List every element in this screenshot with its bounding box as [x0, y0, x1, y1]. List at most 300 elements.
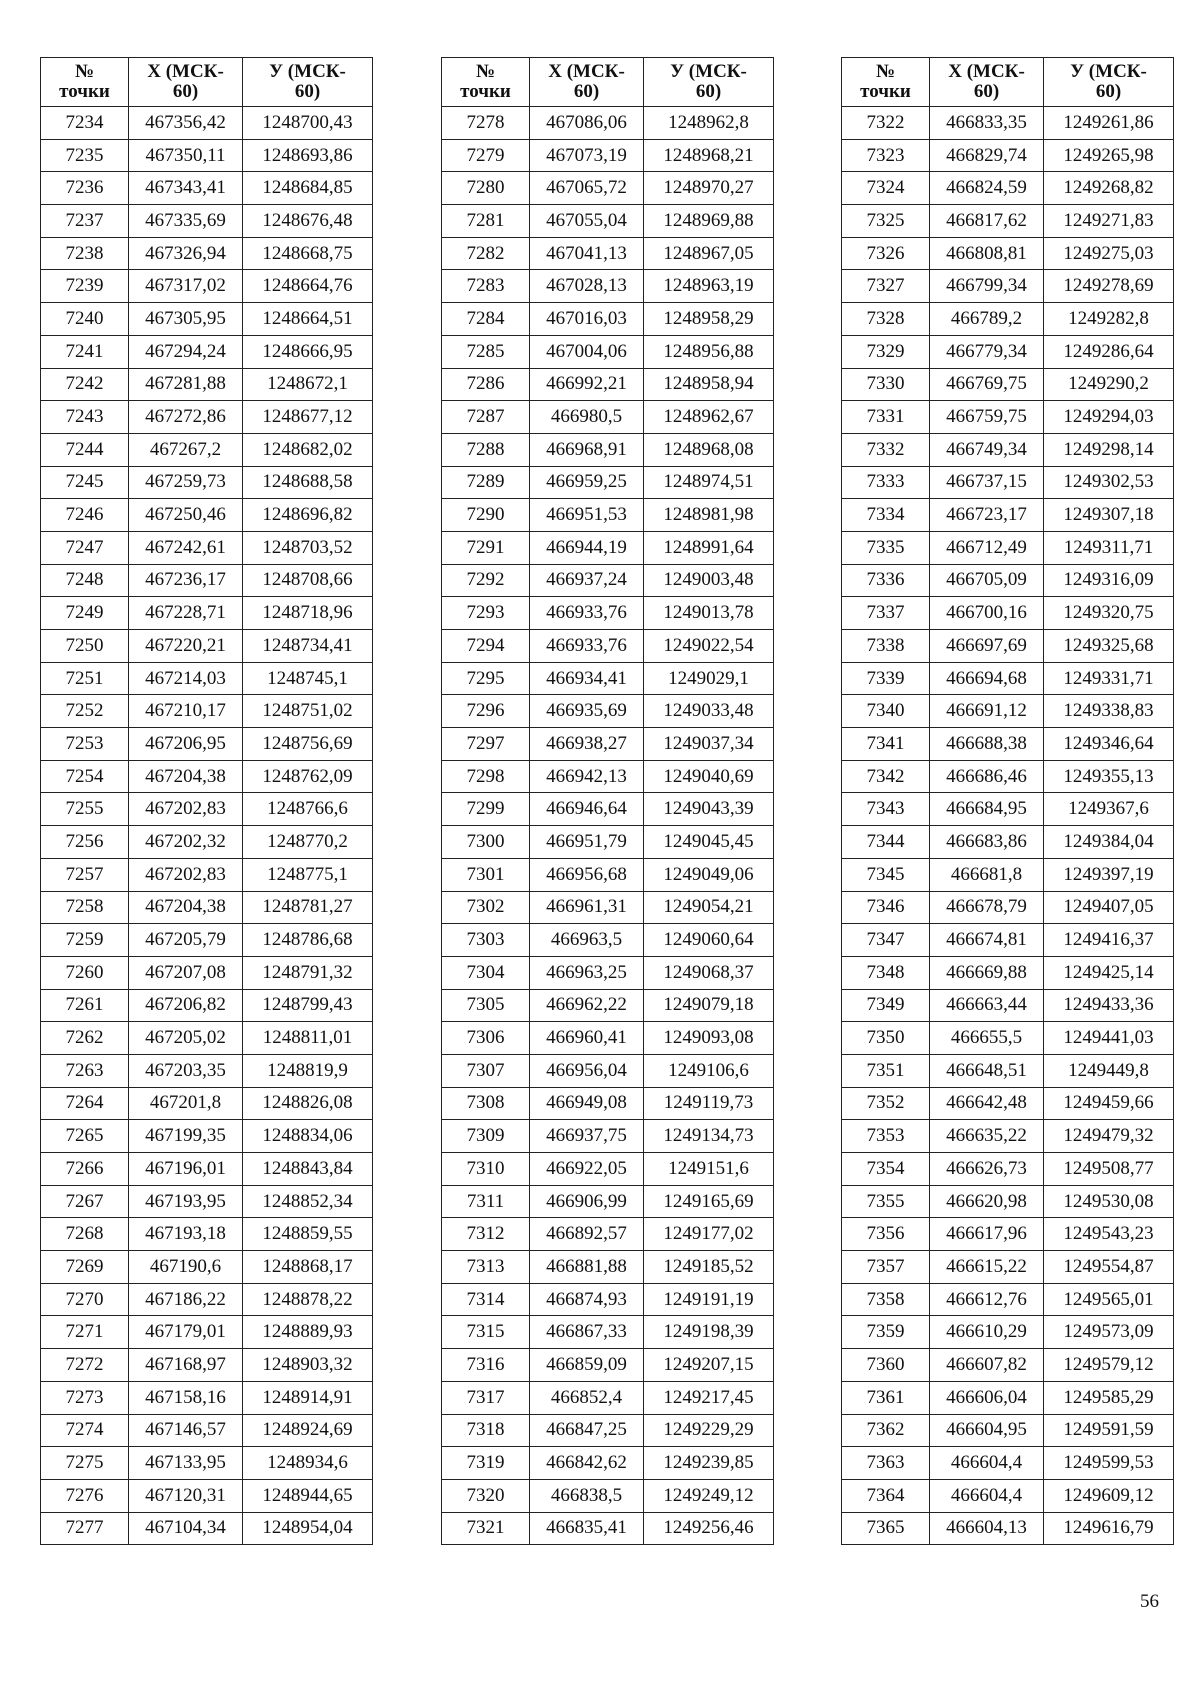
table-row [442, 531, 774, 564]
table-row [842, 139, 1174, 172]
table-row [41, 270, 373, 303]
table-row [41, 1087, 373, 1120]
x-coordinate-cell: 466799,34 [930, 270, 1044, 303]
x-coordinate-cell: 466852,4 [530, 1381, 644, 1414]
x-coordinate-cell: 466944,19 [530, 531, 644, 564]
point-number-cell: 7304 [442, 956, 530, 989]
x-coordinate-cell: 466937,24 [530, 564, 644, 597]
table-row [41, 531, 373, 564]
table-row [442, 1349, 774, 1382]
table-row [41, 237, 373, 270]
y-coordinate-cell: 1248734,41 [243, 630, 373, 663]
point-number-cell: 7341 [842, 728, 930, 761]
table-row [442, 695, 774, 728]
point-number-cell: 7319 [442, 1447, 530, 1480]
x-coordinate-cell: 466620,98 [930, 1185, 1044, 1218]
x-coordinate-cell: 466874,93 [530, 1283, 644, 1316]
x-coordinate-cell: 467206,82 [129, 989, 243, 1022]
point-number-cell: 7291 [442, 531, 530, 564]
x-coordinate-cell: 466838,5 [530, 1479, 644, 1512]
x-coordinate-cell: 466937,75 [530, 1120, 644, 1153]
x-coordinate-cell: 466604,13 [930, 1512, 1044, 1545]
table-row [41, 368, 373, 401]
x-coordinate-cell: 466938,27 [530, 728, 644, 761]
header-x-coordinate-label: X (МСК- 60) [147, 61, 224, 102]
x-coordinate-cell: 466604,4 [930, 1447, 1044, 1480]
point-number-cell: 7239 [41, 270, 129, 303]
point-number-cell: 7360 [842, 1349, 930, 1382]
y-coordinate-cell: 1249022,54 [644, 630, 774, 663]
y-coordinate-cell: 1249479,32 [1044, 1120, 1174, 1153]
point-number-cell: 7263 [41, 1054, 129, 1087]
y-coordinate-cell: 1248852,34 [243, 1185, 373, 1218]
point-number-cell: 7338 [842, 630, 930, 663]
x-coordinate-cell: 467267,2 [129, 433, 243, 466]
x-coordinate-cell: 466933,76 [530, 597, 644, 630]
y-coordinate-cell: 1248756,69 [243, 728, 373, 761]
table-row [442, 368, 774, 401]
x-coordinate-cell: 467203,35 [129, 1054, 243, 1087]
table-row [41, 956, 373, 989]
table-row [41, 760, 373, 793]
point-number-cell: 7246 [41, 499, 129, 532]
table-row [842, 237, 1174, 270]
table-row [41, 466, 373, 499]
point-number-cell: 7277 [41, 1512, 129, 1545]
x-coordinate-cell: 466604,4 [930, 1479, 1044, 1512]
point-number-cell: 7257 [41, 858, 129, 891]
point-number-cell: 7250 [41, 630, 129, 663]
y-coordinate-cell: 1248766,6 [243, 793, 373, 826]
point-number-cell: 7315 [442, 1316, 530, 1349]
point-number-cell: 7261 [41, 989, 129, 1022]
x-coordinate-cell: 466626,73 [930, 1153, 1044, 1186]
table-row [41, 989, 373, 1022]
point-number-cell: 7268 [41, 1218, 129, 1251]
table-row [41, 1512, 373, 1545]
point-number-cell: 7271 [41, 1316, 129, 1349]
x-coordinate-cell: 466960,41 [530, 1022, 644, 1055]
point-number-cell: 7343 [842, 793, 930, 826]
y-coordinate-cell: 1248962,67 [644, 401, 774, 434]
table-row [842, 989, 1174, 1022]
x-coordinate-cell: 466674,81 [930, 924, 1044, 957]
y-coordinate-cell: 1249298,14 [1044, 433, 1174, 466]
x-coordinate-cell: 466606,04 [930, 1381, 1044, 1414]
y-coordinate-cell: 1248969,88 [644, 205, 774, 238]
point-number-cell: 7287 [442, 401, 530, 434]
x-coordinate-cell: 466749,34 [930, 433, 1044, 466]
point-number-cell: 7302 [442, 891, 530, 924]
table-body [442, 107, 774, 1545]
point-number-cell: 7254 [41, 760, 129, 793]
point-number-cell: 7245 [41, 466, 129, 499]
point-number-cell: 7323 [842, 139, 930, 172]
header-point-number [442, 58, 530, 107]
x-coordinate-cell: 467193,95 [129, 1185, 243, 1218]
table-row [842, 891, 1174, 924]
x-coordinate-cell: 467196,01 [129, 1153, 243, 1186]
point-number-cell: 7355 [842, 1185, 930, 1218]
y-coordinate-cell: 1248745,1 [243, 662, 373, 695]
y-coordinate-cell: 1249003,48 [644, 564, 774, 597]
y-coordinate-cell: 1248664,76 [243, 270, 373, 303]
x-coordinate-cell: 466723,17 [930, 499, 1044, 532]
header-point-number [842, 58, 930, 107]
y-coordinate-cell: 1249338,83 [1044, 695, 1174, 728]
x-coordinate-cell: 466951,53 [530, 499, 644, 532]
table-row [842, 1381, 1174, 1414]
x-coordinate-cell: 467016,03 [530, 303, 644, 336]
x-coordinate-cell: 466705,09 [930, 564, 1044, 597]
table-row [41, 205, 373, 238]
x-coordinate-cell: 467055,04 [530, 205, 644, 238]
y-coordinate-cell: 1248696,82 [243, 499, 373, 532]
table-row [842, 956, 1174, 989]
table-row [442, 466, 774, 499]
y-coordinate-cell: 1249265,98 [1044, 139, 1174, 172]
point-number-cell: 7243 [41, 401, 129, 434]
x-coordinate-cell: 467146,57 [129, 1414, 243, 1447]
table-row [842, 728, 1174, 761]
table-row [842, 466, 1174, 499]
x-coordinate-cell: 466607,82 [930, 1349, 1044, 1382]
x-coordinate-cell: 467202,83 [129, 793, 243, 826]
table-row [442, 401, 774, 434]
y-coordinate-cell: 1248868,17 [243, 1251, 373, 1284]
point-number-cell: 7270 [41, 1283, 129, 1316]
table-row [442, 172, 774, 205]
table-row [442, 1054, 774, 1087]
y-coordinate-cell: 1249239,85 [644, 1447, 774, 1480]
x-coordinate-cell: 466678,79 [930, 891, 1044, 924]
table-row [442, 1087, 774, 1120]
y-coordinate-cell: 1249591,59 [1044, 1414, 1174, 1447]
point-number-cell: 7326 [842, 237, 930, 270]
point-number-cell: 7311 [442, 1185, 530, 1218]
x-coordinate-cell: 466835,41 [530, 1512, 644, 1545]
x-coordinate-cell: 466694,68 [930, 662, 1044, 695]
x-coordinate-cell: 467204,38 [129, 891, 243, 924]
x-coordinate-cell: 466980,5 [530, 401, 644, 434]
table-row [41, 1153, 373, 1186]
y-coordinate-cell: 1249320,75 [1044, 597, 1174, 630]
table-row [842, 924, 1174, 957]
y-coordinate-cell: 1249367,6 [1044, 793, 1174, 826]
x-coordinate-cell: 467193,18 [129, 1218, 243, 1251]
x-coordinate-cell: 466949,08 [530, 1087, 644, 1120]
point-number-cell: 7309 [442, 1120, 530, 1153]
y-coordinate-cell: 1248967,05 [644, 237, 774, 270]
x-coordinate-cell: 466789,2 [930, 303, 1044, 336]
x-coordinate-cell: 467202,83 [129, 858, 243, 891]
y-coordinate-cell: 1248751,02 [243, 695, 373, 728]
x-coordinate-cell: 467120,31 [129, 1479, 243, 1512]
point-number-cell: 7316 [442, 1349, 530, 1382]
table-row [842, 1512, 1174, 1545]
x-coordinate-cell: 466684,95 [930, 793, 1044, 826]
y-coordinate-cell: 1248676,48 [243, 205, 373, 238]
table-row [842, 499, 1174, 532]
x-coordinate-cell: 466686,46 [930, 760, 1044, 793]
point-number-cell: 7339 [842, 662, 930, 695]
y-coordinate-cell: 1249294,03 [1044, 401, 1174, 434]
x-coordinate-cell: 466688,38 [930, 728, 1044, 761]
point-number-cell: 7331 [842, 401, 930, 434]
point-number-cell: 7289 [442, 466, 530, 499]
point-number-cell: 7265 [41, 1120, 129, 1153]
x-coordinate-cell: 466669,88 [930, 956, 1044, 989]
y-coordinate-cell: 1249355,13 [1044, 760, 1174, 793]
table-row [442, 270, 774, 303]
y-coordinate-cell: 1248974,51 [644, 466, 774, 499]
table-row [442, 303, 774, 336]
y-coordinate-cell: 1249565,01 [1044, 1283, 1174, 1316]
x-coordinate-cell: 466992,21 [530, 368, 644, 401]
point-number-cell: 7272 [41, 1349, 129, 1382]
x-coordinate-cell: 466968,91 [530, 433, 644, 466]
table-row [842, 401, 1174, 434]
x-coordinate-cell: 466942,13 [530, 760, 644, 793]
y-coordinate-cell: 1248786,68 [243, 924, 373, 957]
point-number-cell: 7361 [842, 1381, 930, 1414]
y-coordinate-cell: 1248799,43 [243, 989, 373, 1022]
point-number-cell: 7313 [442, 1251, 530, 1284]
x-coordinate-cell: 466648,51 [930, 1054, 1044, 1087]
table-row [442, 891, 774, 924]
y-coordinate-cell: 1249609,12 [1044, 1479, 1174, 1512]
point-number-cell: 7340 [842, 695, 930, 728]
y-coordinate-cell: 1248958,94 [644, 368, 774, 401]
x-coordinate-cell: 466615,22 [930, 1251, 1044, 1284]
table-row [842, 1283, 1174, 1316]
point-number-cell: 7306 [442, 1022, 530, 1055]
table-body [842, 107, 1174, 1545]
y-coordinate-cell: 1249013,78 [644, 597, 774, 630]
x-coordinate-cell: 466697,69 [930, 630, 1044, 663]
table-row [41, 1447, 373, 1480]
y-coordinate-cell: 1249229,29 [644, 1414, 774, 1447]
header-y-coordinate [1044, 58, 1174, 107]
x-coordinate-cell: 467158,16 [129, 1381, 243, 1414]
point-number-cell: 7354 [842, 1153, 930, 1186]
table-row [842, 107, 1174, 140]
y-coordinate-cell: 1249068,37 [644, 956, 774, 989]
table-row [842, 531, 1174, 564]
y-coordinate-cell: 1249433,36 [1044, 989, 1174, 1022]
header-y-coordinate-label: У (МСК- 60) [1070, 61, 1147, 102]
y-coordinate-cell: 1249302,53 [1044, 466, 1174, 499]
table-row [442, 858, 774, 891]
x-coordinate-cell: 467210,17 [129, 695, 243, 728]
y-coordinate-cell: 1249079,18 [644, 989, 774, 1022]
x-coordinate-cell: 466683,86 [930, 826, 1044, 859]
table-row [842, 303, 1174, 336]
point-number-cell: 7346 [842, 891, 930, 924]
table-row [442, 1479, 774, 1512]
y-coordinate-cell: 1249060,64 [644, 924, 774, 957]
point-number-cell: 7266 [41, 1153, 129, 1186]
header-y-coordinate-label: У (МСК- 60) [670, 61, 747, 102]
y-coordinate-cell: 1248682,02 [243, 433, 373, 466]
x-coordinate-cell: 466842,62 [530, 1447, 644, 1480]
y-coordinate-cell: 1249093,08 [644, 1022, 774, 1055]
coordinates-table-2 [441, 57, 774, 1545]
x-coordinate-cell: 467073,19 [530, 139, 644, 172]
point-number-cell: 7317 [442, 1381, 530, 1414]
point-number-cell: 7307 [442, 1054, 530, 1087]
y-coordinate-cell: 1249554,87 [1044, 1251, 1174, 1284]
table-row [842, 630, 1174, 663]
y-coordinate-cell: 1249043,39 [644, 793, 774, 826]
point-number-cell: 7310 [442, 1153, 530, 1186]
table-row [842, 433, 1174, 466]
point-number-cell: 7292 [442, 564, 530, 597]
y-coordinate-cell: 1248762,09 [243, 760, 373, 793]
table-row [842, 270, 1174, 303]
y-coordinate-cell: 1248775,1 [243, 858, 373, 891]
y-coordinate-cell: 1249040,69 [644, 760, 774, 793]
x-coordinate-cell: 466681,8 [930, 858, 1044, 891]
y-coordinate-cell: 1249543,23 [1044, 1218, 1174, 1251]
point-number-cell: 7305 [442, 989, 530, 1022]
table-row [842, 1087, 1174, 1120]
table-row [842, 1218, 1174, 1251]
y-coordinate-cell: 1248811,01 [243, 1022, 373, 1055]
y-coordinate-cell: 1249286,64 [1044, 335, 1174, 368]
table-row [41, 1414, 373, 1447]
y-coordinate-cell: 1249256,46 [644, 1512, 774, 1545]
point-number-cell: 7321 [442, 1512, 530, 1545]
y-coordinate-cell: 1248958,29 [644, 303, 774, 336]
y-coordinate-cell: 1249616,79 [1044, 1512, 1174, 1545]
header-x-coordinate [530, 58, 644, 107]
x-coordinate-cell: 467294,24 [129, 335, 243, 368]
x-coordinate-cell: 466655,5 [930, 1022, 1044, 1055]
point-number-cell: 7300 [442, 826, 530, 859]
x-coordinate-cell: 466817,62 [930, 205, 1044, 238]
x-coordinate-cell: 466808,81 [930, 237, 1044, 270]
table-row [842, 368, 1174, 401]
x-coordinate-cell: 467207,08 [129, 956, 243, 989]
x-coordinate-cell: 466663,44 [930, 989, 1044, 1022]
point-number-cell: 7279 [442, 139, 530, 172]
table-row [442, 499, 774, 532]
y-coordinate-cell: 1249384,04 [1044, 826, 1174, 859]
point-number-cell: 7296 [442, 695, 530, 728]
y-coordinate-cell: 1248954,04 [243, 1512, 373, 1545]
x-coordinate-cell: 467065,72 [530, 172, 644, 205]
point-number-cell: 7362 [842, 1414, 930, 1447]
table-row [442, 107, 774, 140]
point-number-cell: 7335 [842, 531, 930, 564]
table-row [842, 1153, 1174, 1186]
point-number-cell: 7334 [842, 499, 930, 532]
table-row [442, 1153, 774, 1186]
x-coordinate-cell: 466881,88 [530, 1251, 644, 1284]
header-y-coordinate-label: У (МСК- 60) [269, 61, 346, 102]
point-number-cell: 7286 [442, 368, 530, 401]
y-coordinate-cell: 1249261,86 [1044, 107, 1174, 140]
x-coordinate-cell: 466769,75 [930, 368, 1044, 401]
table-row [442, 1447, 774, 1480]
point-number-cell: 7290 [442, 499, 530, 532]
table-row [442, 924, 774, 957]
table-row [442, 630, 774, 663]
point-number-cell: 7295 [442, 662, 530, 695]
table-row [842, 1185, 1174, 1218]
y-coordinate-cell: 1248968,21 [644, 139, 774, 172]
y-coordinate-cell: 1248981,98 [644, 499, 774, 532]
y-coordinate-cell: 1248956,88 [644, 335, 774, 368]
table-row [442, 1120, 774, 1153]
point-number-cell: 7237 [41, 205, 129, 238]
table-row [842, 1316, 1174, 1349]
point-number-cell: 7258 [41, 891, 129, 924]
table-row [41, 1251, 373, 1284]
x-coordinate-cell: 466961,31 [530, 891, 644, 924]
x-coordinate-cell: 467259,73 [129, 466, 243, 499]
x-coordinate-cell: 466847,25 [530, 1414, 644, 1447]
point-number-cell: 7275 [41, 1447, 129, 1480]
point-number-cell: 7260 [41, 956, 129, 989]
y-coordinate-cell: 1248914,91 [243, 1381, 373, 1414]
table-row [442, 205, 774, 238]
table-row [442, 1218, 774, 1251]
table-row [442, 826, 774, 859]
table-header-row [442, 58, 774, 107]
x-coordinate-cell: 466922,05 [530, 1153, 644, 1186]
point-number-cell: 7255 [41, 793, 129, 826]
table-row [442, 793, 774, 826]
table-row [41, 564, 373, 597]
point-number-cell: 7349 [842, 989, 930, 1022]
table-row [41, 1218, 373, 1251]
y-coordinate-cell: 1248834,06 [243, 1120, 373, 1153]
point-number-cell: 7247 [41, 531, 129, 564]
point-number-cell: 7336 [842, 564, 930, 597]
y-coordinate-cell: 1249165,69 [644, 1185, 774, 1218]
header-x-coordinate-label: X (МСК- 60) [548, 61, 625, 102]
table-row [41, 1316, 373, 1349]
x-coordinate-cell: 467199,35 [129, 1120, 243, 1153]
point-number-cell: 7333 [842, 466, 930, 499]
x-coordinate-cell: 466963,5 [530, 924, 644, 957]
x-coordinate-cell: 466617,96 [930, 1218, 1044, 1251]
table-row [842, 1349, 1174, 1382]
point-number-cell: 7364 [842, 1479, 930, 1512]
y-coordinate-cell: 1249331,71 [1044, 662, 1174, 695]
y-coordinate-cell: 1249207,15 [644, 1349, 774, 1382]
point-number-cell: 7363 [842, 1447, 930, 1480]
header-point-number [41, 58, 129, 107]
x-coordinate-cell: 466959,25 [530, 466, 644, 499]
table-row [842, 858, 1174, 891]
point-number-cell: 7324 [842, 172, 930, 205]
table-row [842, 826, 1174, 859]
x-coordinate-cell: 466956,68 [530, 858, 644, 891]
x-coordinate-cell: 466963,25 [530, 956, 644, 989]
x-coordinate-cell: 467206,95 [129, 728, 243, 761]
x-coordinate-cell: 466610,29 [930, 1316, 1044, 1349]
y-coordinate-cell: 1249275,03 [1044, 237, 1174, 270]
y-coordinate-cell: 1249585,29 [1044, 1381, 1174, 1414]
x-coordinate-cell: 466951,79 [530, 826, 644, 859]
x-coordinate-cell: 466933,76 [530, 630, 644, 663]
x-coordinate-cell: 466833,35 [930, 107, 1044, 140]
table-row [842, 1120, 1174, 1153]
y-coordinate-cell: 1248962,8 [644, 107, 774, 140]
